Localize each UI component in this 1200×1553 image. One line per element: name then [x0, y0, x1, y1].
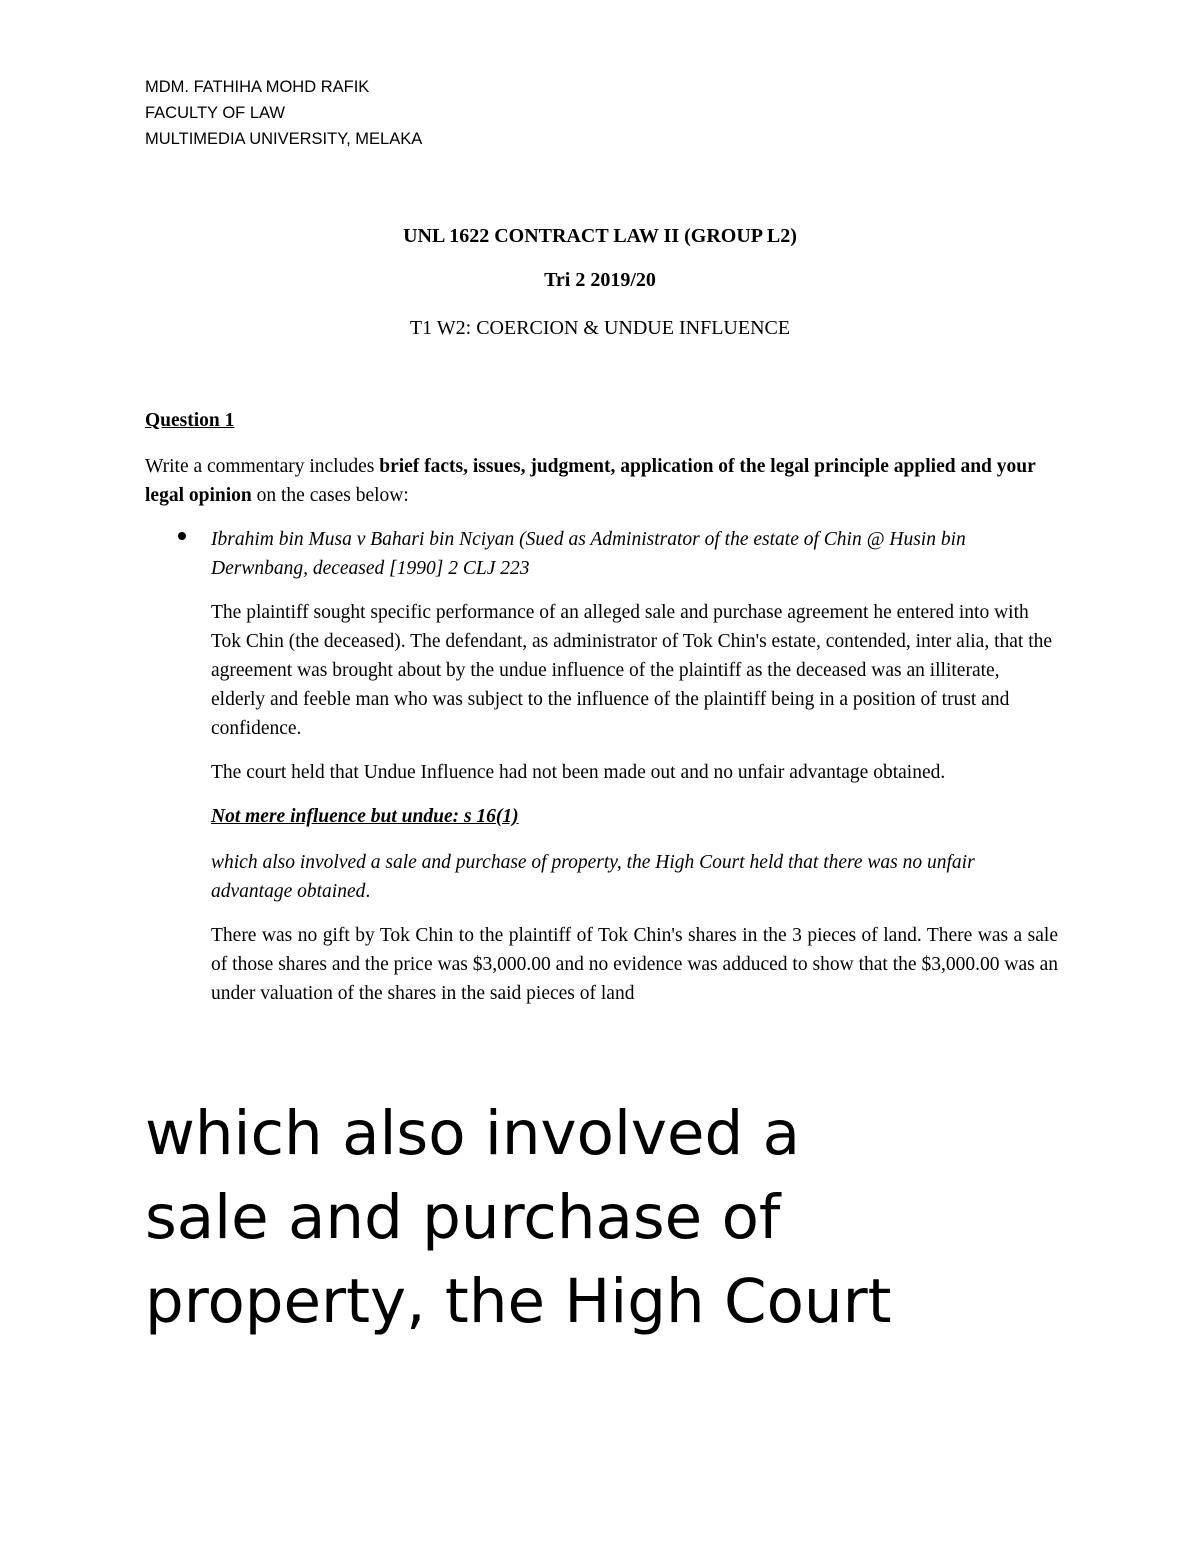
term-title: Tri 2 2019/20: [544, 269, 656, 291]
document-body: [145, 406, 1058, 1023]
case-list-item: [145, 525, 1058, 583]
question-instruction: [145, 452, 1058, 510]
case-note: [211, 848, 1058, 906]
case-citation: Ibrahim bin Musa v Bahari bin Nciyan (Sued as Administrator of the estate of Chin @ Husin bin Derwnbang, deceased [1990] 2 CLJ 223: [211, 529, 966, 579]
course-title: UNL 1622 CONTRACT LAW II (GROUP L2): [403, 225, 797, 247]
instruction-bold-text: brief facts, issues, judgment, application of the legal principle applied and your legal opinion: [145, 456, 1036, 506]
author-faculty: FACULTY OF LAW: [145, 104, 285, 122]
topic-title: T1 W2: COERCION & UNDUE INFLUENCE: [409, 317, 791, 339]
excerpt-line-3: property, the High Court: [145, 1266, 892, 1337]
case-note-period: .: [365, 881, 371, 902]
instruction-text-start: Write a commentary includes: [145, 456, 380, 477]
case-note-text: which also involved a sale and purchase of property, the High Court held that there was no unfair advantage obtained: [211, 852, 975, 902]
enlarged-excerpt: [145, 1092, 1085, 1344]
question-heading: Question 1: [145, 410, 235, 431]
bullet-icon: [178, 532, 186, 540]
author-block: [145, 74, 422, 152]
instruction-text-end: on the cases below:: [251, 485, 409, 506]
case-holding: The court held that Undue Influence had not been made out and no unfair advantage obtained.: [211, 762, 946, 783]
excerpt-line-2: sale and purchase of: [145, 1182, 781, 1253]
author-name: MDM. FATHIHA MOHD RAFIK: [145, 78, 370, 96]
case-facts: The plaintiff sought specific performance of an alleged sale and purchase agreement he entered into with Tok Chin (the deceased). The defendant, as administrator of Tok Chin's estate, contended, inter alia, that the agreement was brought about by the undue influence of the plaintiff as the deceased was an illiterate, elderly and feeble man who was subject to the influence of the plaintiff being in a position of trust and confidence.: [211, 602, 1053, 739]
case-conclusion: There was no gift by Tok Chin to the plaintiff of Tok Chin's shares in the 3 pieces of land. There was a sale of those shares and the price was $3,000.00 and no evidence was adduced to show that the $3,000.00 was an under valuation of the shares in the said pieces of land: [211, 925, 1058, 1004]
principle-subheading: Not mere influence but undue: s 16(1): [211, 806, 519, 827]
excerpt-line-1: which also involved a: [145, 1098, 801, 1169]
author-university: MULTIMEDIA UNIVERSITY, MELAKA: [145, 130, 423, 148]
document-header: [145, 222, 1055, 342]
